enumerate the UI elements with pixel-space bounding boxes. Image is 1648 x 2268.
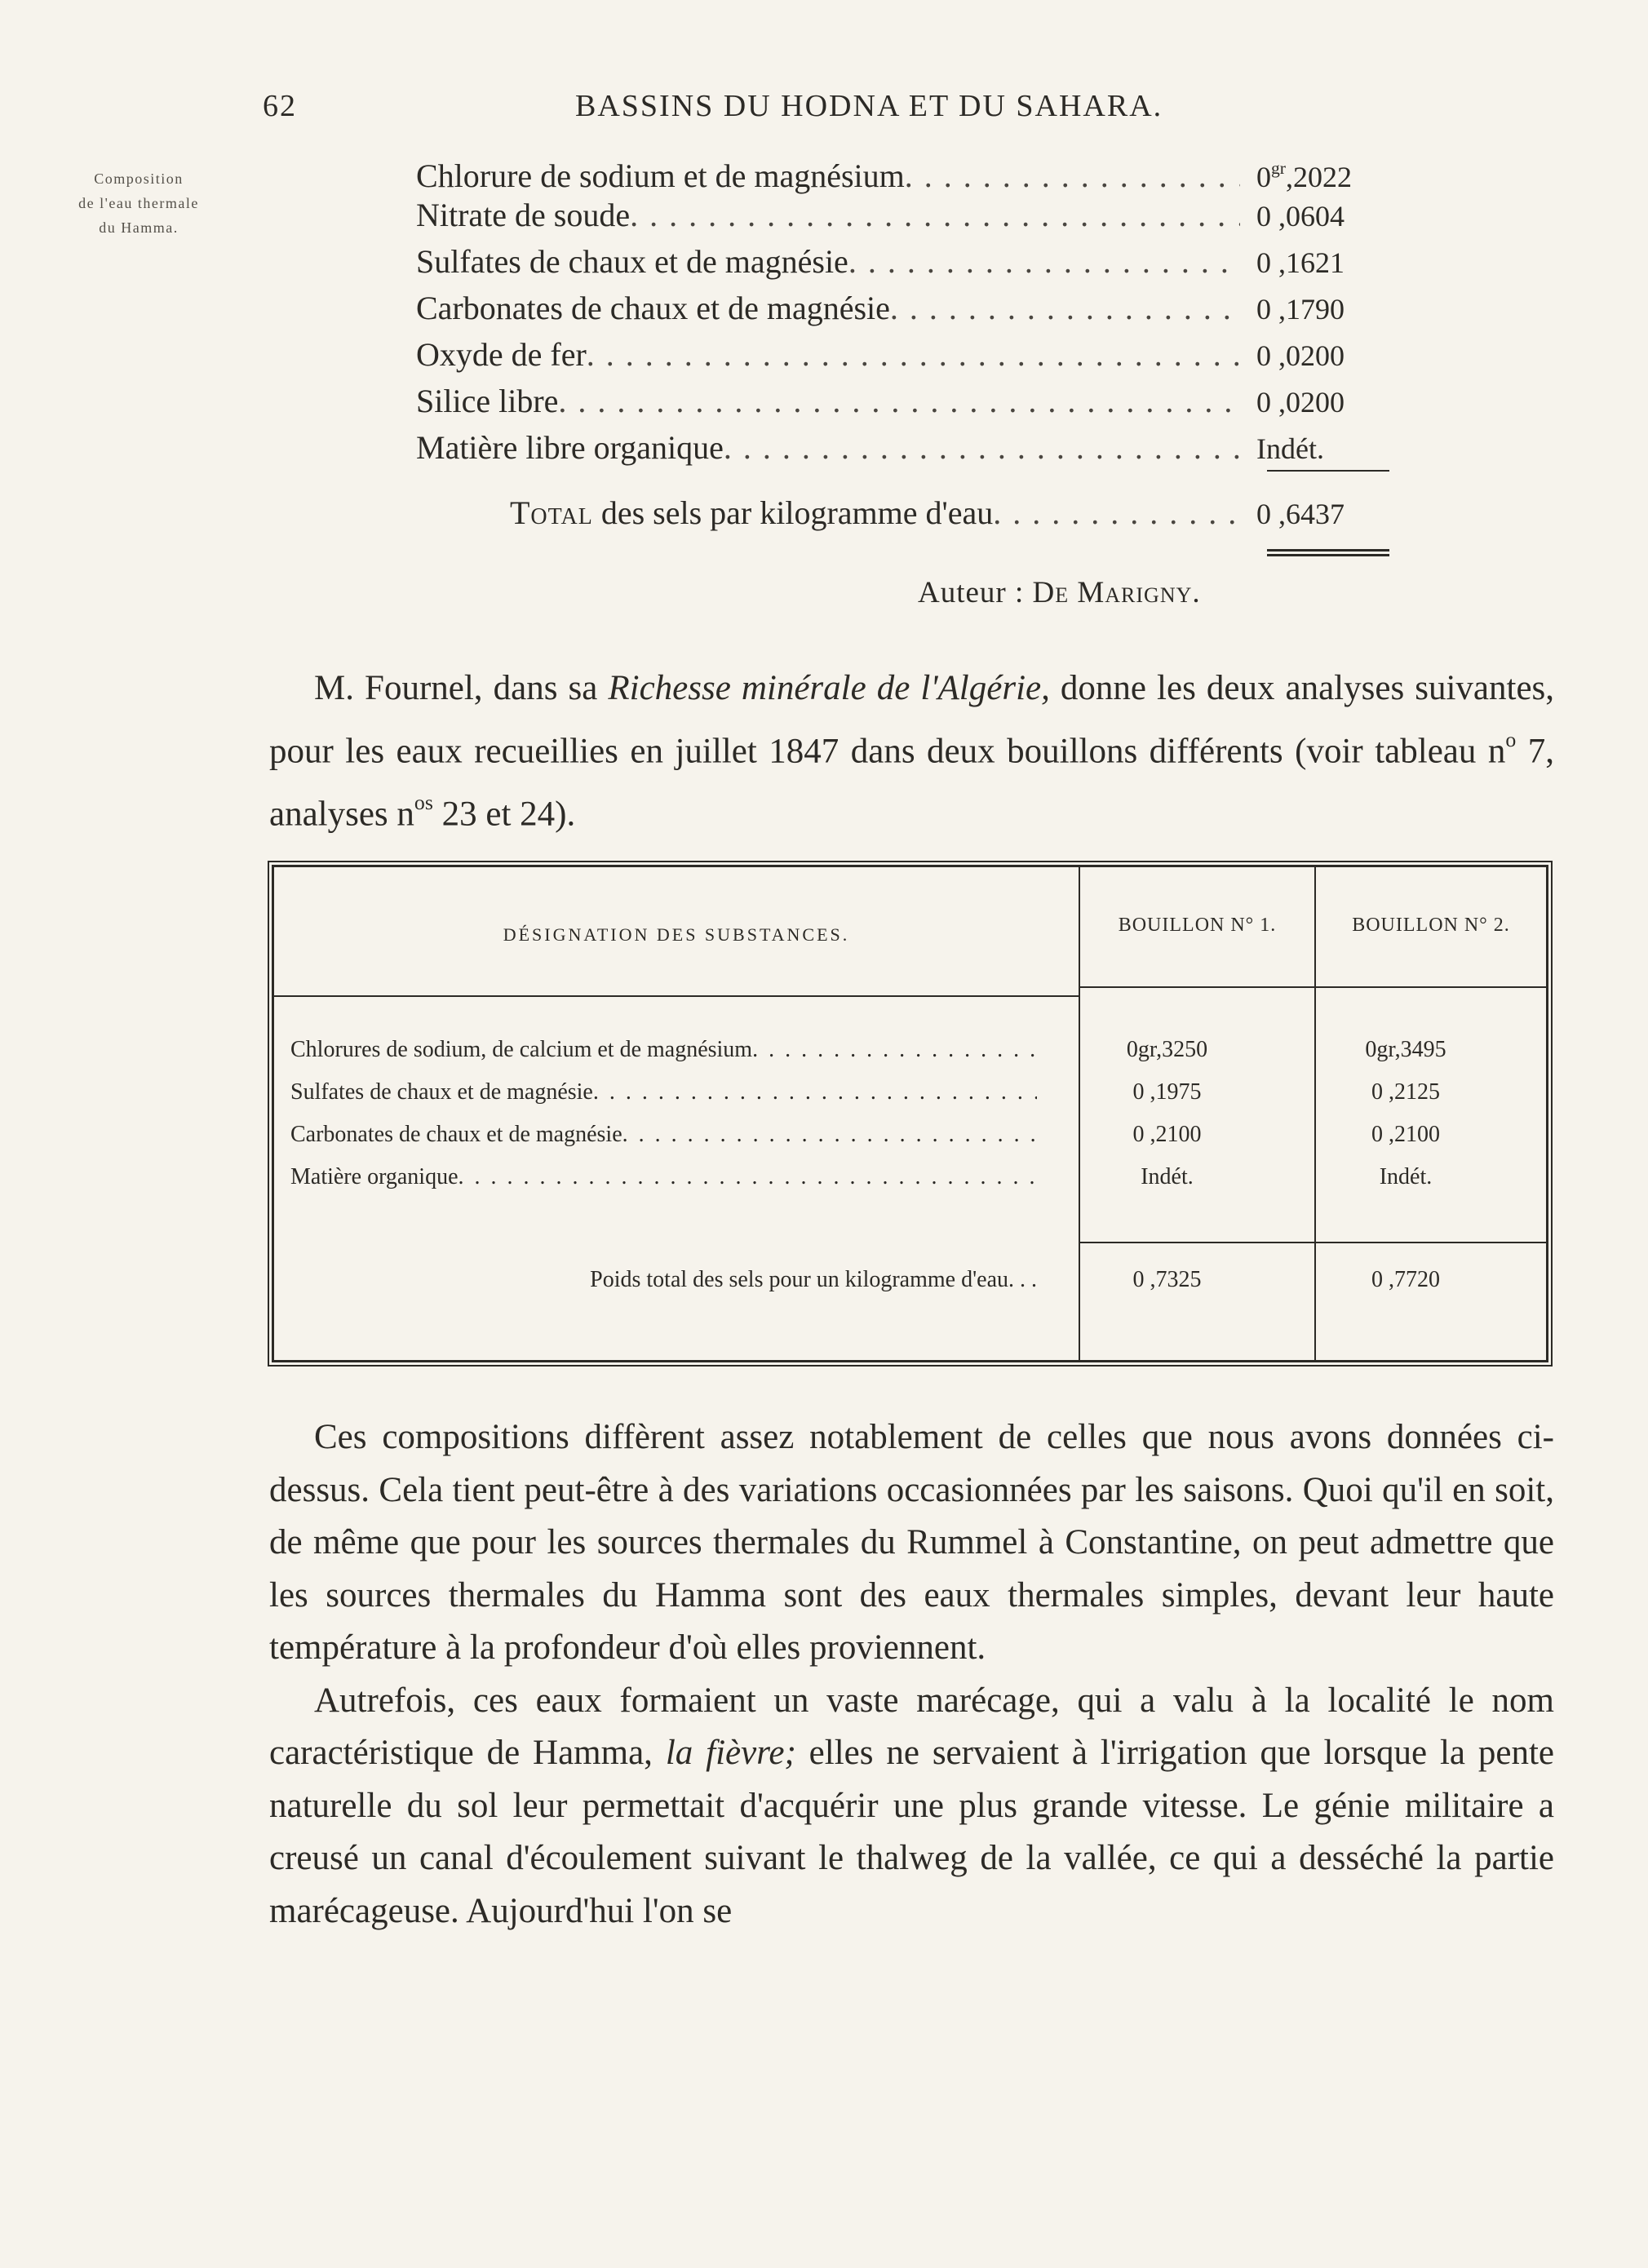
table-row xyxy=(290,1164,1541,1207)
paragraph-intro: M. Fournel, dans sa Richesse minérale de l'Algérie, donne les deux analyses suivantes, pour les eaux recueillies en juillet 1847 dans deux bouillons différents (voir tableau $n^o$ 7, analyses $n^{os}$ 23 et 24). xyxy=(269,669,1555,834)
row-label: Matière organique xyxy=(290,1164,459,1189)
analysis-table xyxy=(272,865,1548,1362)
composition-value: 0 ,1621 xyxy=(1256,246,1345,279)
composition-row xyxy=(416,285,1395,331)
margin-note-line: du Hamma. xyxy=(99,219,179,236)
composition-row xyxy=(416,378,1395,424)
composition-total-row xyxy=(510,489,1395,536)
row-label: Chlorures de sodium, de calcium et de magnésium xyxy=(290,1037,753,1062)
bouillon-1-value: 0 ,1975 xyxy=(1132,1079,1202,1105)
bouillon-2-value: 0 ,2125 xyxy=(1371,1079,1440,1105)
composition-label: Chlorure de sodium et de magnésium xyxy=(416,157,905,195)
composition-label: Silice libre xyxy=(416,383,559,419)
book-title: Richesse minérale de l'Algérie, xyxy=(608,669,1050,707)
paragraph: Autrefois, ces eaux formaient un vaste marécage, qui a valu à la localité le nom caractéristique de Hamma, la fièvre; elles ne servaient à l'irrigation que lorsque la pente naturelle du sol leur permettait d'acquérir une plus grande vitesse. Le génie militaire a creusé un canal d'écoulement suivant le thalweg de la vallée, ce qui a desséché la partie marécageuse. Aujourd'hui l'on se xyxy=(269,1681,1554,1930)
page-number: 62 xyxy=(263,89,297,123)
table-total-row xyxy=(290,1267,1541,1309)
table-row xyxy=(290,1122,1541,1164)
margin-note-line: de l'eau thermale xyxy=(78,195,199,211)
composition-total-label: Total des sels par kilogramme d'eau xyxy=(510,494,994,531)
bouillon-1-value: 0gr,3250 xyxy=(1126,1037,1208,1062)
margin-note-line: Composition xyxy=(94,171,184,187)
composition-value: $0^{gr},2022$ xyxy=(1256,158,1352,194)
composition-row xyxy=(416,145,1395,195)
total-double-rule xyxy=(1267,549,1389,551)
composition-row xyxy=(416,424,1395,471)
bouillon-2-total: 0 ,7720 xyxy=(1371,1267,1440,1292)
bouillon-2-value: 0 ,2100 xyxy=(1371,1122,1440,1147)
column-header-bouillon-2: BOUILLON N° 2. xyxy=(1352,915,1510,936)
paragraph-discussion xyxy=(269,1411,1554,1938)
bouillon-2-value: Indét. xyxy=(1379,1164,1433,1189)
row-label: Carbonates de chaux et de magnésie xyxy=(290,1122,622,1147)
composition-list xyxy=(416,145,1395,471)
total-label: Poids total des sels pour un kilogramme d'eau. . . xyxy=(590,1267,1037,1292)
composition-row xyxy=(416,331,1395,378)
author-line: Auteur : De Marigny. xyxy=(918,576,1201,609)
composition-label: Matière libre organique xyxy=(416,429,724,466)
margin-note xyxy=(49,166,228,240)
bouillon-1-total: 0 ,7325 xyxy=(1132,1267,1202,1292)
column-header-designation: DÉSIGNATION DES SUBSTANCES. xyxy=(503,924,850,945)
composition-label: Carbonates de chaux et de magnésie xyxy=(416,290,890,326)
composition-row xyxy=(416,238,1395,285)
composition-label: Nitrate de soude xyxy=(416,197,631,233)
composition-row xyxy=(416,192,1395,238)
composition-total-value: 0 ,6437 xyxy=(1256,498,1345,530)
composition-value: 0 ,1790 xyxy=(1256,293,1345,326)
row-label: Sulfates de chaux et de magnésie xyxy=(290,1079,593,1105)
table-row xyxy=(290,1079,1541,1122)
table-body xyxy=(290,1037,1541,1207)
composition-value: 0 ,0200 xyxy=(1256,339,1345,372)
composition-label: Sulfates de chaux et de magnésie xyxy=(416,243,848,280)
table-row xyxy=(290,1037,1541,1079)
bouillon-1-value: Indét. xyxy=(1141,1164,1194,1189)
composition-value: 0 ,0200 xyxy=(1256,386,1345,419)
paragraph: Ces compositions diffèrent assez notablement de celles que nous avons données ci-dessus. Cela tient peut-être à des variations occasionnées par les saisons. Quoi qu'il en soit, de même que pour les sources thermales du Rummel à Constantine, on peut admettre que les sources thermales du Hamma sont des eaux thermales simples, devant leur haute température à la profondeur d'où elles proviennent. xyxy=(269,1418,1554,1667)
composition-value: 0 ,0604 xyxy=(1256,200,1345,233)
composition-label: Oxyde de fer xyxy=(416,336,587,373)
running-title: BASSINS DU HODNA ET DU SAHARA. xyxy=(575,89,1163,123)
composition-value: Indét. xyxy=(1256,432,1324,465)
bouillon-1-value: 0 ,2100 xyxy=(1132,1122,1202,1147)
bouillon-2-value: 0gr,3495 xyxy=(1365,1037,1446,1062)
sum-rule xyxy=(1267,470,1389,472)
column-header-bouillon-1: BOUILLON N° 1. xyxy=(1118,915,1277,936)
